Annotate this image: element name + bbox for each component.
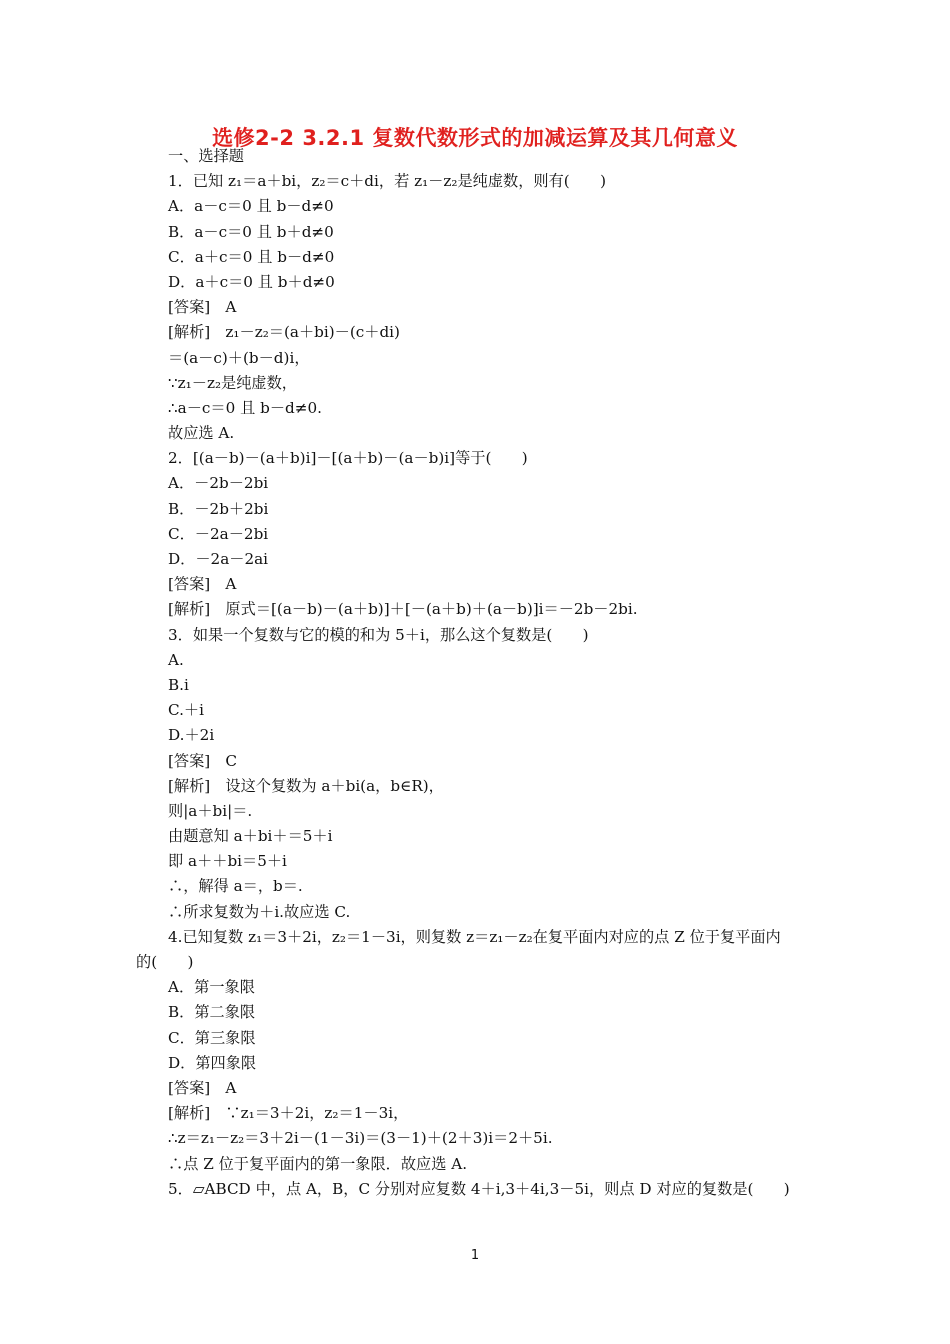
- text-line: C．－2a－2bi: [168, 524, 269, 543]
- text-line: A．第一象限: [168, 978, 255, 997]
- text-line: [解析] ∵z₁＝3＋2i，z₂＝1－3i，: [168, 1104, 409, 1123]
- text-line: 1．已知 z₁＝a＋bi，z₂＝c＋di，若 z₁－z₂是纯虚数，则有( ): [168, 172, 606, 191]
- text-line: A．a－c＝0 且 b－d≠0: [168, 197, 334, 216]
- page-number: 1: [470, 1248, 480, 1263]
- section-heading: 一、选择题: [168, 147, 244, 165]
- text-line: 5．▱ABCD 中，点 A，B，C 分别对应复数 4＋i,3＋4i,3－5i，则点 D 对应的复数是( ): [168, 1179, 790, 1198]
- text-line: 故应选 A.: [168, 424, 235, 443]
- text-line: [答案] A: [168, 1078, 237, 1097]
- page-title: 选修2-2 3.2.1 复数代数形式的加减运算及其几何意义: [212, 126, 738, 150]
- text-line: B．－2b＋2bi: [168, 499, 269, 518]
- text-line: [解析] 原式＝[(a－b)－(a＋b)]＋[－(a＋b)＋(a－b)]i＝－2b－2bi.: [168, 600, 638, 619]
- text-line: 2．[(a－b)－(a＋b)i]－[(a＋b)－(a－b)i]等于( ): [168, 449, 528, 468]
- text-line: C.＋i: [168, 701, 204, 720]
- text-line: A.: [168, 650, 184, 669]
- text-line: ∴z＝z₁－z₂＝3＋2i－(1－3i)＝(3－1)＋(2＋3)i＝2＋5i.: [168, 1129, 553, 1148]
- text-line: 4.已知复数 z₁＝3＋2i，z₂＝1－3i，则复数 z＝z₁－z₂在复平面内对应的点 Z 位于复平面内: [168, 927, 781, 946]
- text-line: C．第三象限: [168, 1028, 256, 1047]
- text-line: ∴所求复数为＋i.故应选 C.: [168, 902, 351, 921]
- text-line: ∴，解得 a＝，b＝.: [168, 877, 303, 896]
- text-line: ∴a－c＝0 且 b－d≠0.: [168, 398, 322, 417]
- text-line: A．－2b－2bi: [168, 474, 269, 493]
- text-line: ＝(a－c)＋(b－d)i，: [168, 348, 310, 367]
- text-line: D．－2a－2ai: [168, 550, 269, 568]
- text-line: 则|a＋bi|＝.: [168, 801, 253, 820]
- text-line: [答案] C: [168, 751, 238, 770]
- text-line: ∵z₁－z₂是纯虚数，: [168, 373, 297, 392]
- text-line: [答案] A: [168, 575, 237, 594]
- text-line: ∴点 Z 位于复平面内的第一象限．故应选 A.: [168, 1154, 468, 1173]
- text-line: [解析] 设这个复数为 a＋bi(a，b∈R)，: [168, 776, 444, 795]
- text-line: 3．如果一个复数与它的模的和为 5＋i，那么这个复数是( ): [168, 625, 589, 644]
- text-line: 的( ): [136, 953, 194, 971]
- text-line: B．a－c＝0 且 b＋d≠0: [168, 222, 334, 241]
- text-line: B.i: [168, 675, 189, 694]
- text-line: 由题意知 a＋bi＋＝5＋i: [168, 827, 333, 846]
- text-line: C．a＋c＝0 且 b－d≠0: [168, 247, 335, 266]
- text-line: 即 a＋＋bi＝5＋i: [168, 852, 287, 871]
- document-body: [136, 144, 828, 1202]
- text-line: D．第四象限: [168, 1053, 257, 1072]
- text-line: [答案] A: [168, 298, 237, 317]
- text-line: D.＋2i: [168, 726, 215, 745]
- text-line: [解析] z₁－z₂＝(a＋bi)－(c＋di): [168, 323, 400, 342]
- text-line: B．第二象限: [168, 1003, 256, 1022]
- text-line: D．a＋c＝0 且 b＋d≠0: [168, 272, 335, 291]
